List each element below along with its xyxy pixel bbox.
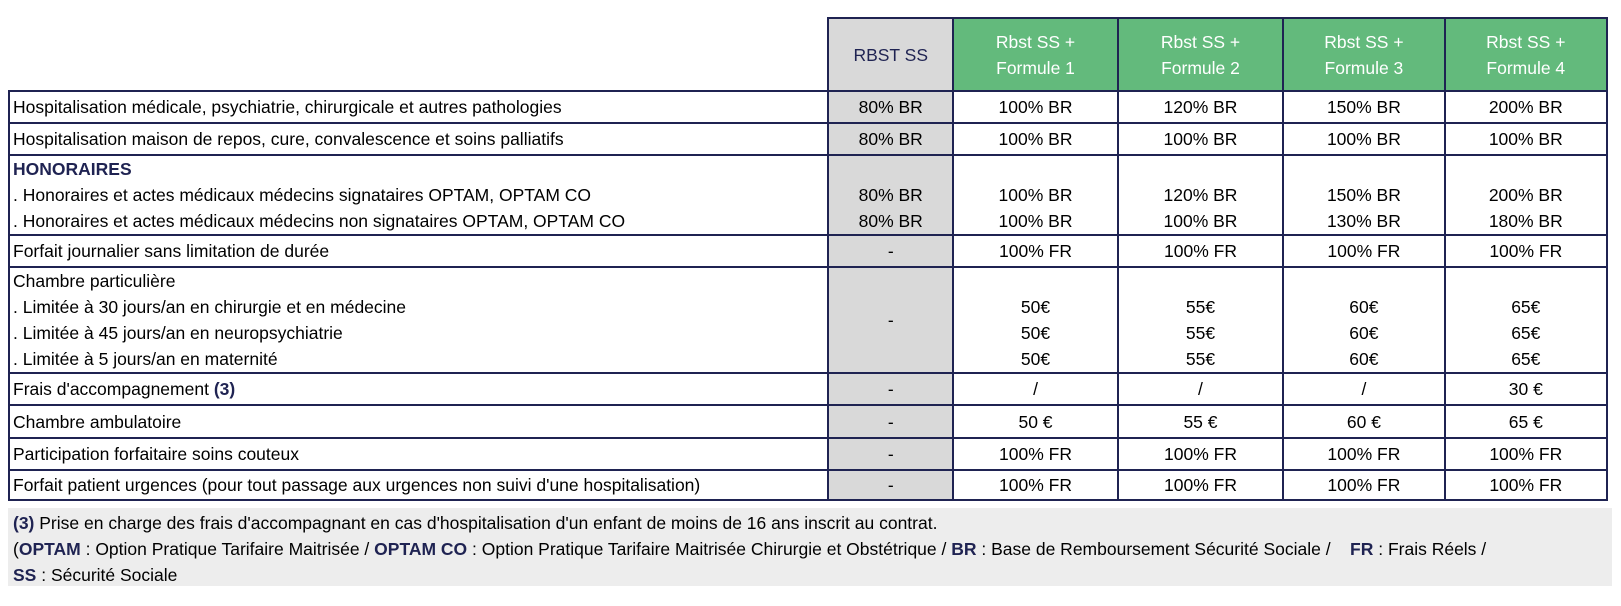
ss-cell: - — [828, 405, 953, 438]
value-cell: 100% FR — [1283, 438, 1444, 470]
value-cell: 100% BR — [953, 91, 1117, 123]
value-cell: 100% FR — [1445, 470, 1607, 500]
row-forfait-journalier — [9, 235, 1607, 267]
ss-cell: 80% BR — [828, 91, 953, 123]
value-cell: 50 € — [953, 405, 1117, 438]
row-forfait-urgences — [9, 470, 1607, 500]
value-cell: 100% FR — [1445, 438, 1607, 470]
row-chambre-ambulatoire — [9, 405, 1607, 438]
ss-cell: - — [828, 470, 953, 500]
chambre-heading: Chambre particulière — [13, 271, 176, 291]
value-cell: 100% FR — [1118, 470, 1283, 500]
value-cell: 100% FR — [953, 470, 1117, 500]
row-label: Hospitalisation maison de repos, cure, convalescence et soins palliatifs — [9, 123, 828, 155]
row-honoraires — [9, 155, 1607, 235]
ss-cell: - — [828, 373, 953, 405]
header-formule-4: Rbst SS + Formule 4 — [1445, 18, 1607, 91]
chambre-sub-label: . Limitée à 30 jours/an en chirurgie et en médecine — [13, 297, 407, 317]
footnote-ref: (3) — [213, 379, 236, 399]
value-cell: 65€ 65€ 65€ — [1445, 267, 1607, 373]
value-cell: 55€ 55€ 55€ — [1118, 267, 1283, 373]
row-hosp-repos — [9, 123, 1607, 155]
value-cell: 100% FR — [1445, 235, 1607, 267]
value-cell: 100% BR 100% BR — [953, 155, 1117, 235]
footnotes — [8, 508, 1612, 586]
header-empty-cell — [9, 18, 828, 91]
value-cell: 120% BR 100% BR — [1118, 155, 1283, 235]
ss-cell: 80% BR — [828, 123, 953, 155]
value-cell: 50€ 50€ 50€ — [953, 267, 1117, 373]
guarantees-table — [8, 17, 1608, 501]
row-chambre-particuliere — [9, 267, 1607, 373]
value-cell: 150% BR 130% BR — [1283, 155, 1444, 235]
honoraires-heading: HONORAIRES — [13, 159, 132, 179]
header-formule-3: Rbst SS + Formule 3 — [1283, 18, 1444, 91]
value-cell: 200% BR 180% BR — [1445, 155, 1607, 235]
value-cell: / — [1118, 373, 1283, 405]
value-cell: 100% FR — [953, 235, 1117, 267]
value-cell: 150% BR — [1283, 91, 1444, 123]
ss-cell: 80% BR 80% BR — [828, 155, 953, 235]
ss-cell: - — [828, 267, 953, 373]
header-row — [9, 18, 1607, 91]
value-cell: 100% BR — [1118, 123, 1283, 155]
value-cell: 100% FR — [1283, 235, 1444, 267]
value-cell: 100% BR — [953, 123, 1117, 155]
row-label: Hospitalisation médicale, psychiatrie, chirurgicale et autres pathologies — [9, 91, 828, 123]
value-cell: 200% BR — [1445, 91, 1607, 123]
value-cell: 100% BR — [1445, 123, 1607, 155]
value-cell: / — [1283, 373, 1444, 405]
ss-cell: - — [828, 438, 953, 470]
header-formule-2: Rbst SS + Formule 2 — [1118, 18, 1283, 91]
chambre-sub-label: . Limitée à 5 jours/an en maternité — [13, 349, 278, 369]
value-cell: 100% FR — [1283, 470, 1444, 500]
honoraires-signataires-label: . Honoraires et actes médicaux médecins signataires OPTAM, OPTAM CO — [13, 185, 592, 205]
row-label: Participation forfaitaire soins couteux — [9, 438, 828, 470]
row-label — [9, 155, 828, 235]
value-cell: 65 € — [1445, 405, 1607, 438]
value-cell: 30 € — [1445, 373, 1607, 405]
value-cell: / — [953, 373, 1117, 405]
value-cell: 60 € — [1283, 405, 1444, 438]
row-frais-accompagnement — [9, 373, 1607, 405]
value-cell: 100% FR — [1118, 438, 1283, 470]
row-label: Frais d'accompagnement (3) — [9, 373, 828, 405]
row-label — [9, 267, 828, 373]
chambre-sub-label: . Limitée à 45 jours/an en neuropsychiatrie — [13, 323, 343, 343]
row-participation-forfaitaire — [9, 438, 1607, 470]
value-cell: 100% FR — [1118, 235, 1283, 267]
abbreviations-legend: (OPTAM : Option Pratique Tarifaire Maitrisée / OPTAM CO : Option Pratique Tarifaire Maitrisée Chirurgie et Obstétrique / BR : Base de Remboursement Sécurité Sociale / FR : Frais Réels / — [13, 539, 1487, 559]
header-rbst-ss: RBST SS — [828, 18, 953, 91]
ss-cell: - — [828, 235, 953, 267]
value-cell: 100% BR — [1283, 123, 1444, 155]
honoraires-non-signataires-label: . Honoraires et actes médicaux médecins non signataires OPTAM, OPTAM CO — [13, 211, 626, 231]
value-cell: 120% BR — [1118, 91, 1283, 123]
row-label: Forfait patient urgences (pour tout passage aux urgences non suivi d'une hospitalisation) — [9, 470, 828, 500]
header-formule-1: Rbst SS + Formule 1 — [953, 18, 1117, 91]
row-label: Chambre ambulatoire — [9, 405, 828, 438]
footnote-3: (3) Prise en charge des frais d'accompagnant en cas d'hospitalisation d'un enfant de moins de 16 ans inscrit au contrat. — [13, 513, 938, 533]
row-hosp-medicale — [9, 91, 1607, 123]
abbreviations-legend-cont: SS : Sécurité Sociale — [13, 565, 178, 585]
value-cell: 60€ 60€ 60€ — [1283, 267, 1444, 373]
row-label: Forfait journalier sans limitation de durée — [9, 235, 828, 267]
value-cell: 100% FR — [953, 438, 1117, 470]
value-cell: 55 € — [1118, 405, 1283, 438]
